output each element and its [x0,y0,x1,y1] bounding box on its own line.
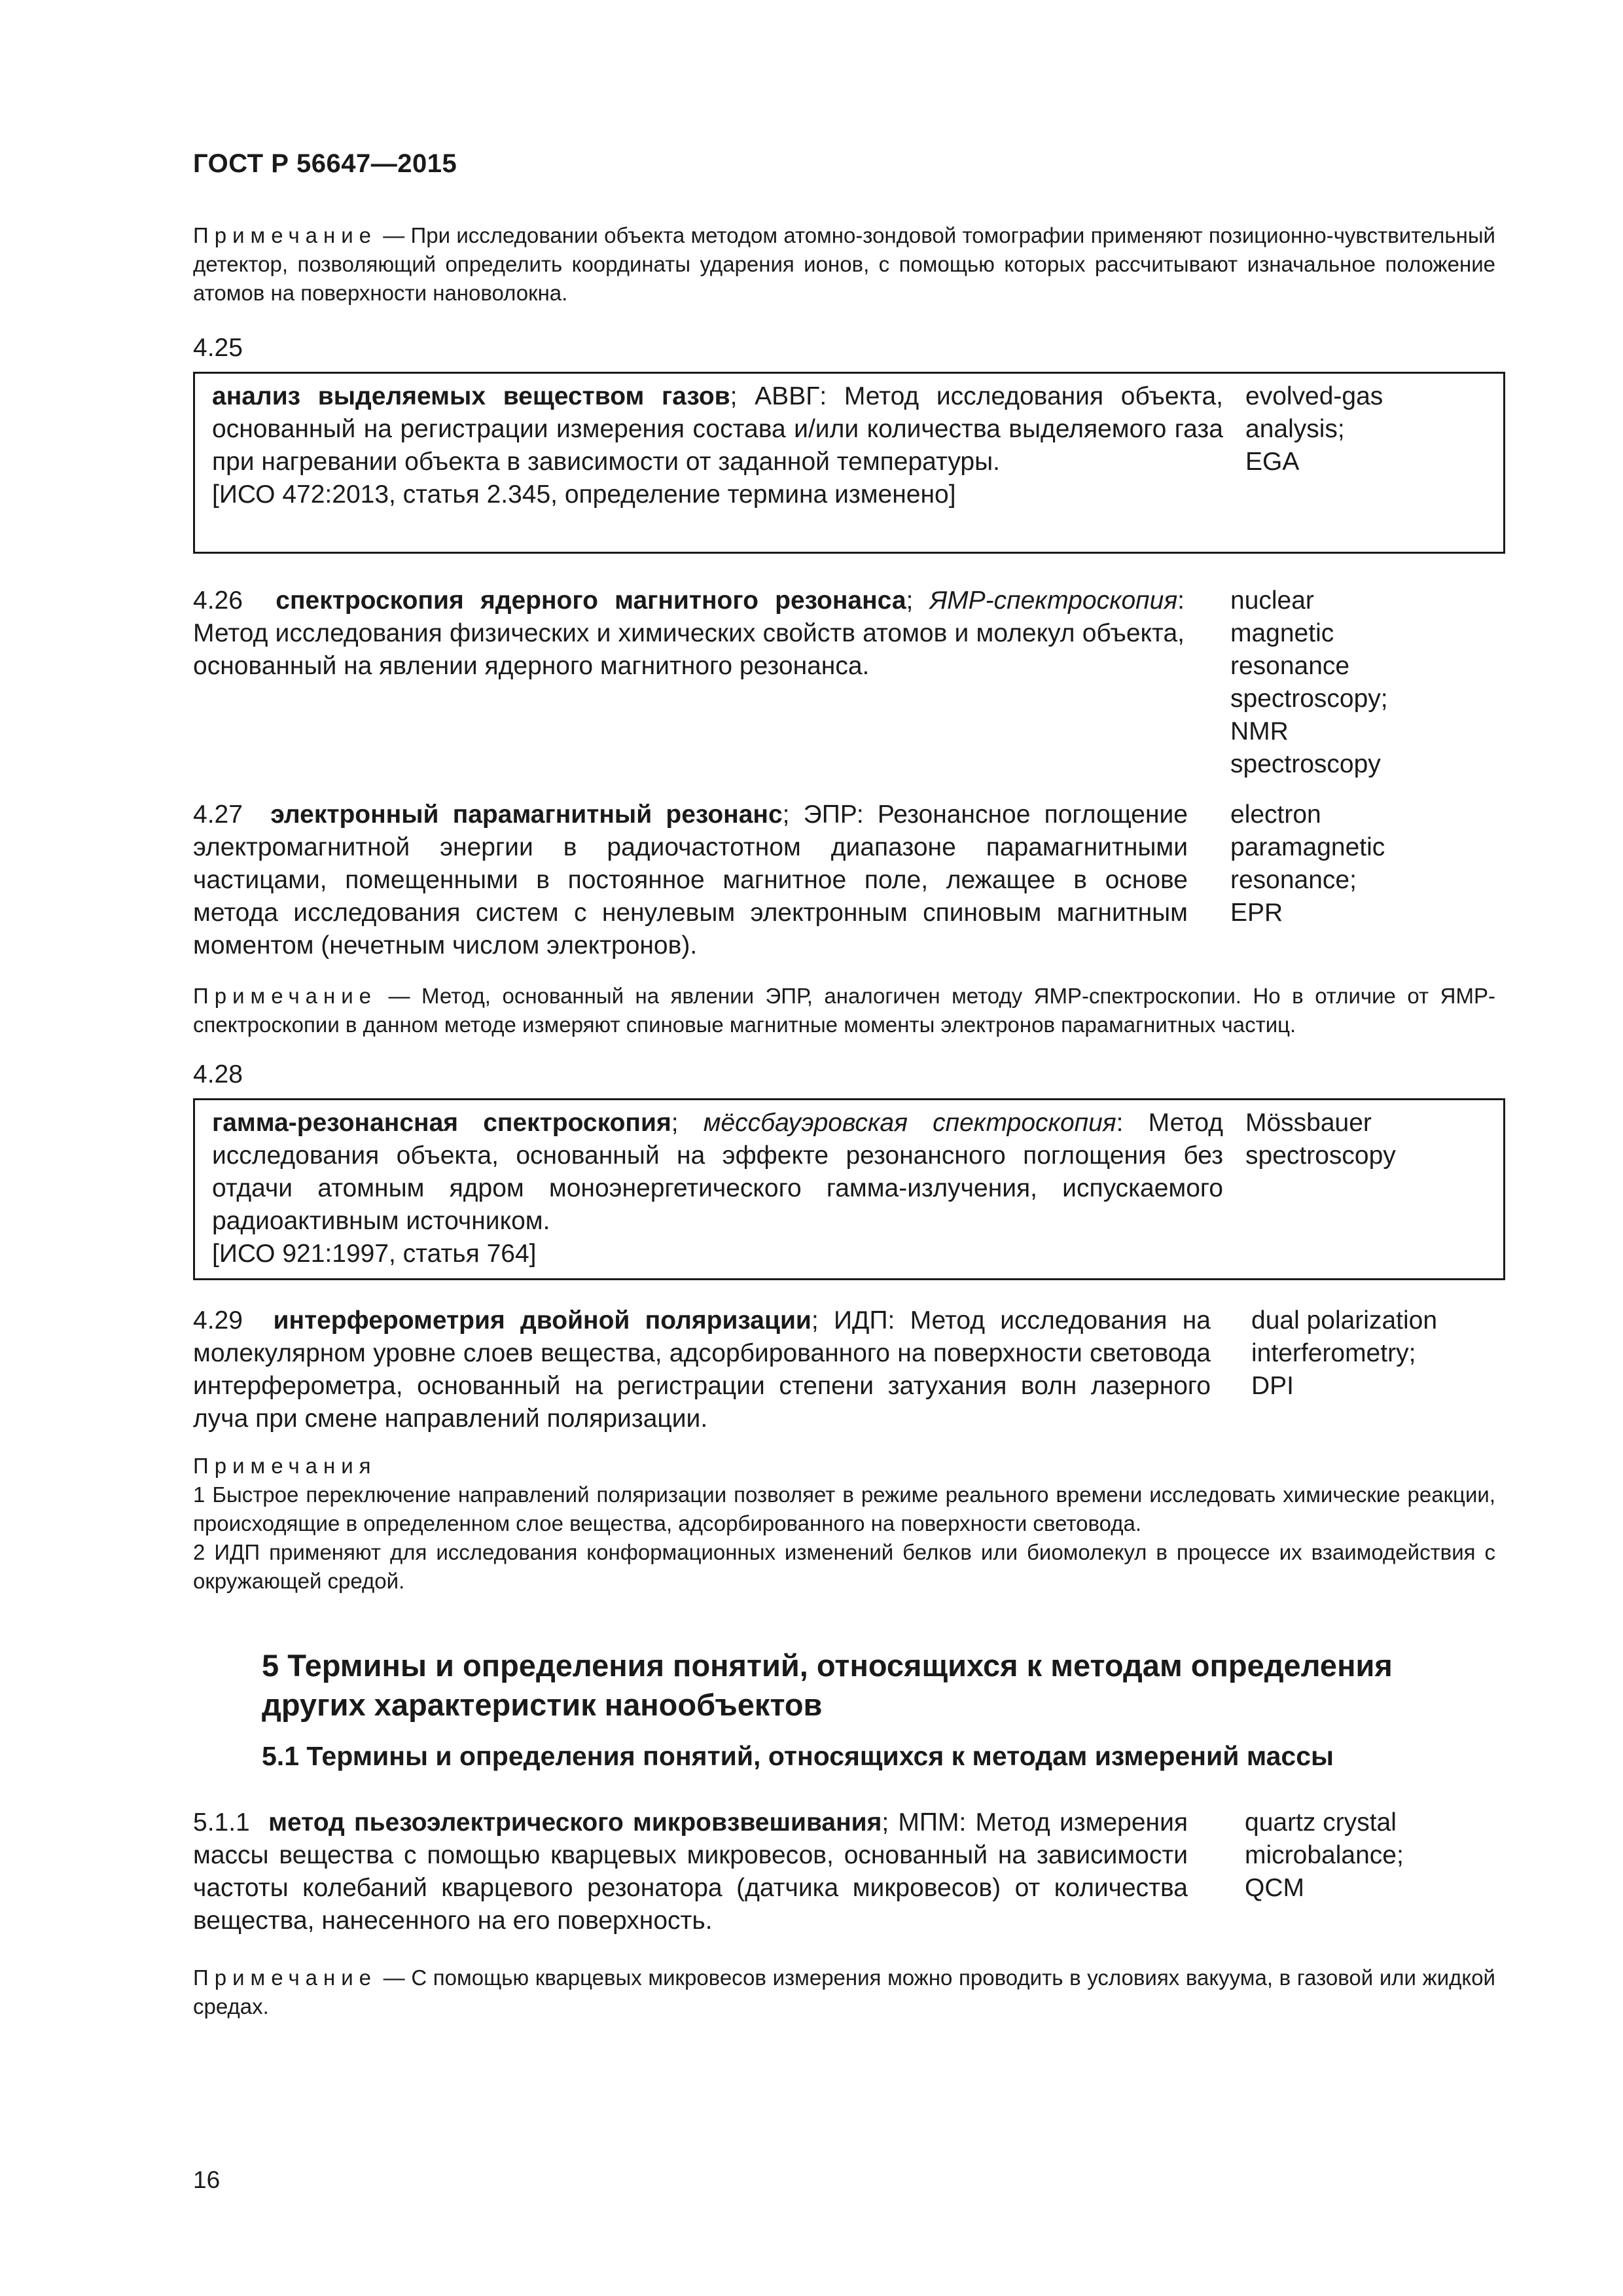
term-number: 4.26 [193,586,243,615]
term-english-4-28: Mössbauer spectroscopy [1245,1109,1396,1170]
term-number: 4.29 [193,1306,243,1335]
notes-4-29 [193,1452,1495,1596]
term-description: ; МПМ: Метод измерения массы вещества с помощью кварцевых микровесов, основанный на зависимости частоты колебаний кварцевого резонатора (датчика микровесов) от количества вещества, нанесенного на его поверхность. [193,1808,1188,1935]
term-english-5-1-1: quartz crystal microbalance; QCM [1245,1808,1404,1902]
term-number-4-28: 4.28 [193,1060,243,1088]
term-box-4-25 [193,372,1505,554]
note-label: Примечание [193,1965,378,1990]
document-header: ГОСТ Р 56647—2015 [193,149,457,178]
term-title: интерферометрия двойной поляризации [273,1306,812,1335]
term-source: [ИСО 921:1997, статья 764] [212,1240,537,1268]
term-english-4-26: nuclear magnetic resonance spectroscopy; NMR spectroscopy [1230,586,1388,778]
note-qcm [193,1964,1495,2021]
subsection-heading: 5.1 Термины и определения понятий, относящихся к методам измерений массы [262,1741,1334,1771]
term-box-4-28 [193,1098,1505,1280]
note-atom-probe [193,221,1495,308]
note-text: — Метод, основанный на явлении ЭПР, аналогичен методу ЯМР-спектроскопии. Но в отличие от ЯМР-спектроскопии в данном методе измеряют спиновые магнитные моменты электронов парамагнитных частиц. [193,984,1495,1037]
term-description: : Метод исследования объекта, основанный на эффекте резонансного поглощения без отдачи атомным ядром моноэнергетического гамма-излучения, испускаемого радиоактивным источником. [212,1109,1223,1235]
term-number: 4.27 [193,800,243,829]
term-number: 5.1.1 [193,1808,250,1837]
term-definition-4-27 [193,798,1188,962]
term-definition-4-26 [193,584,1185,683]
term-synonym: мёссбауэровская спектроскопия [703,1109,1116,1137]
term-english-4-29: dual polarization interferometry; DPI [1251,1306,1438,1400]
term-title: анализ выделяемых веществом газов [212,382,730,410]
term-description: ; ИДП: Метод исследования на молекулярном уровне слоев вещества, адсорбированного на поверхности световода интерферометра, основанный на регистрации степени затухания волн лазерного луча при смене направлений поляризации. [193,1306,1211,1433]
note-epr [193,982,1495,1039]
term-number-4-25: 4.25 [193,334,243,362]
term-description: : Метод исследования физических и химических свойств атомов и молекул объекта, основанный на явлении ядерного магнитного резонанса. [193,586,1185,680]
term-title: метод пьезоэлектрического микровзвешивания [268,1808,882,1837]
term-definition-4-28 [212,1107,1223,1270]
note-item-2: 2 ИДП применяют для исследования конформационных изменений белков или биомолекул в процессе их взаимодействия с окружающей средой. [193,1540,1495,1593]
term-english-4-27: electron paramagnetic resonance; EPR [1230,800,1385,927]
note-text: — С помощью кварцевых микровесов измерения можно проводить в условиях вакуума, в газовой или жидкой средах. [193,1965,1495,2018]
term-synonym: ЯМР-спектроскопия [929,586,1178,615]
section-heading: 5 Термины и определения понятий, относящихся к методам определения других характеристик нанообъектов [262,1648,1393,1722]
term-definition-4-25 [212,380,1223,511]
note-label: Примечание [193,984,378,1008]
term-english-4-25: evolved-gas analysis; EGA [1245,382,1383,476]
term-title: спектроскопия ядерного магнитного резонанса [276,586,906,615]
term-separator: ; [906,586,930,615]
term-definition-5-1-1 [193,1806,1188,1937]
page-number: 16 [193,2166,221,2193]
term-title: гамма-резонансная спектроскопия [212,1109,671,1137]
note-label: Примечание [193,223,378,247]
term-description: ; ЭПР: Резонансное поглощение электромагнитной энергии в радиочастотном диапазоне парамагнитными частицами, помещенными в постоянное магнитное поле, лежащее в основе метода исследования систем с ненулевым электронным спиновым магнитным моментом (нечетным числом электронов). [193,800,1188,960]
notes-label: Примечания [193,1454,377,1478]
term-source: [ИСО 472:2013, статья 2.345, определение термина изменено] [212,480,956,509]
term-separator: ; [671,1109,704,1137]
term-definition-4-29 [193,1304,1211,1435]
term-title: электронный парамагнитный резонанс [270,800,783,829]
term-description: ; АВВГ: Метод исследования объекта, основанный на регистрации измерения состава и/или количества выделяемого газа при нагревании объекта в зависимости от заданной температуры. [212,382,1224,476]
note-item-1: 1 Быстрое переключение направлений поляризации позволяет в режиме реального времени исследовать химические реакции, происходящие в определенном слое вещества, адсорбированного на поверхности световода. [193,1482,1495,1535]
note-text: — При исследовании объекта методом атомно-зондовой томографии применяют позиционно-чувствительный детектор, позволяющий определить координаты ударения ионов, с помощью которых рассчитывают изначальное положение атомов на поверхности нановолокна. [193,223,1495,305]
